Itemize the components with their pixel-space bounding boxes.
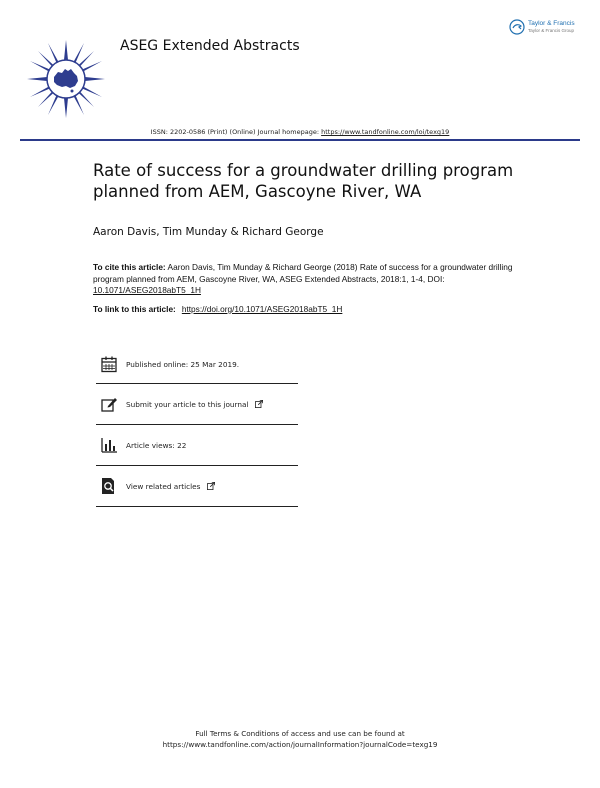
cite-doi-link[interactable]: 10.1071/ASEG2018abT5_1H — [93, 285, 201, 295]
publisher-tagline: Taylor & Francis Group — [528, 28, 575, 33]
bar-chart-icon — [100, 436, 118, 454]
cite-label: To cite this article: — [93, 262, 166, 272]
related-articles-row[interactable] — [96, 466, 298, 507]
published-row — [96, 345, 298, 384]
related-articles-icon — [100, 477, 118, 495]
link-label: To link to this article: — [93, 304, 176, 314]
journal-homepage-link[interactable]: https://www.tandfonline.com/loi/texg19 — [321, 128, 450, 136]
link-to-article — [93, 304, 342, 314]
header-divider — [20, 139, 580, 141]
issn-text: ISSN: 2202-0586 (Print) (Online) Journal homepage: — [150, 128, 322, 136]
article-title: Rate of success for a groundwater drilling program planned from AEM, Gascoyne River, WA — [93, 161, 514, 201]
submit-article-row[interactable] — [96, 384, 298, 425]
terms-link[interactable]: https://www.tandfonline.com/action/journalInformation?journalCode=texg19 — [162, 740, 438, 749]
external-link-icon — [207, 482, 215, 490]
related-articles-label: View related articles — [126, 481, 201, 491]
terms-footer — [0, 728, 600, 750]
article-info-list — [96, 345, 298, 507]
publisher-logo[interactable] — [509, 16, 589, 38]
aseg-star-emblem-icon — [27, 40, 105, 118]
issn-line — [0, 128, 600, 136]
submit-article-link[interactable] — [126, 400, 263, 409]
calendar-icon — [100, 355, 118, 373]
edit-icon — [100, 395, 118, 413]
article-views: Article views: 22 — [126, 440, 187, 450]
published-date: Published online: 25 Mar 2019. — [126, 359, 240, 369]
publisher-name: Taylor & Francis — [528, 20, 575, 27]
external-link-icon — [255, 400, 263, 408]
article-authors: Aaron Davis, Tim Munday & Richard George — [93, 226, 324, 238]
citation-block — [93, 262, 513, 297]
terms-text: Full Terms & Conditions of access and use can be found at — [195, 729, 405, 738]
submit-article-label: Submit your article to this journal — [126, 399, 249, 409]
publisher-mark-icon — [509, 19, 525, 35]
cite-text: Aaron Davis, Tim Munday & Richard George (2018) Rate of success for a groundwater drilling program planned from AEM, Gascoyne River, WA, ASEG Extended Abstracts, 2018:1, 1-4, DOI: — [93, 262, 513, 284]
article-doi-link[interactable]: https://doi.org/10.1071/ASEG2018abT5_1H — [181, 304, 343, 314]
journal-name[interactable]: ASEG Extended Abstracts — [120, 38, 300, 54]
related-articles-link[interactable] — [126, 482, 215, 491]
article-views-row — [96, 425, 298, 466]
